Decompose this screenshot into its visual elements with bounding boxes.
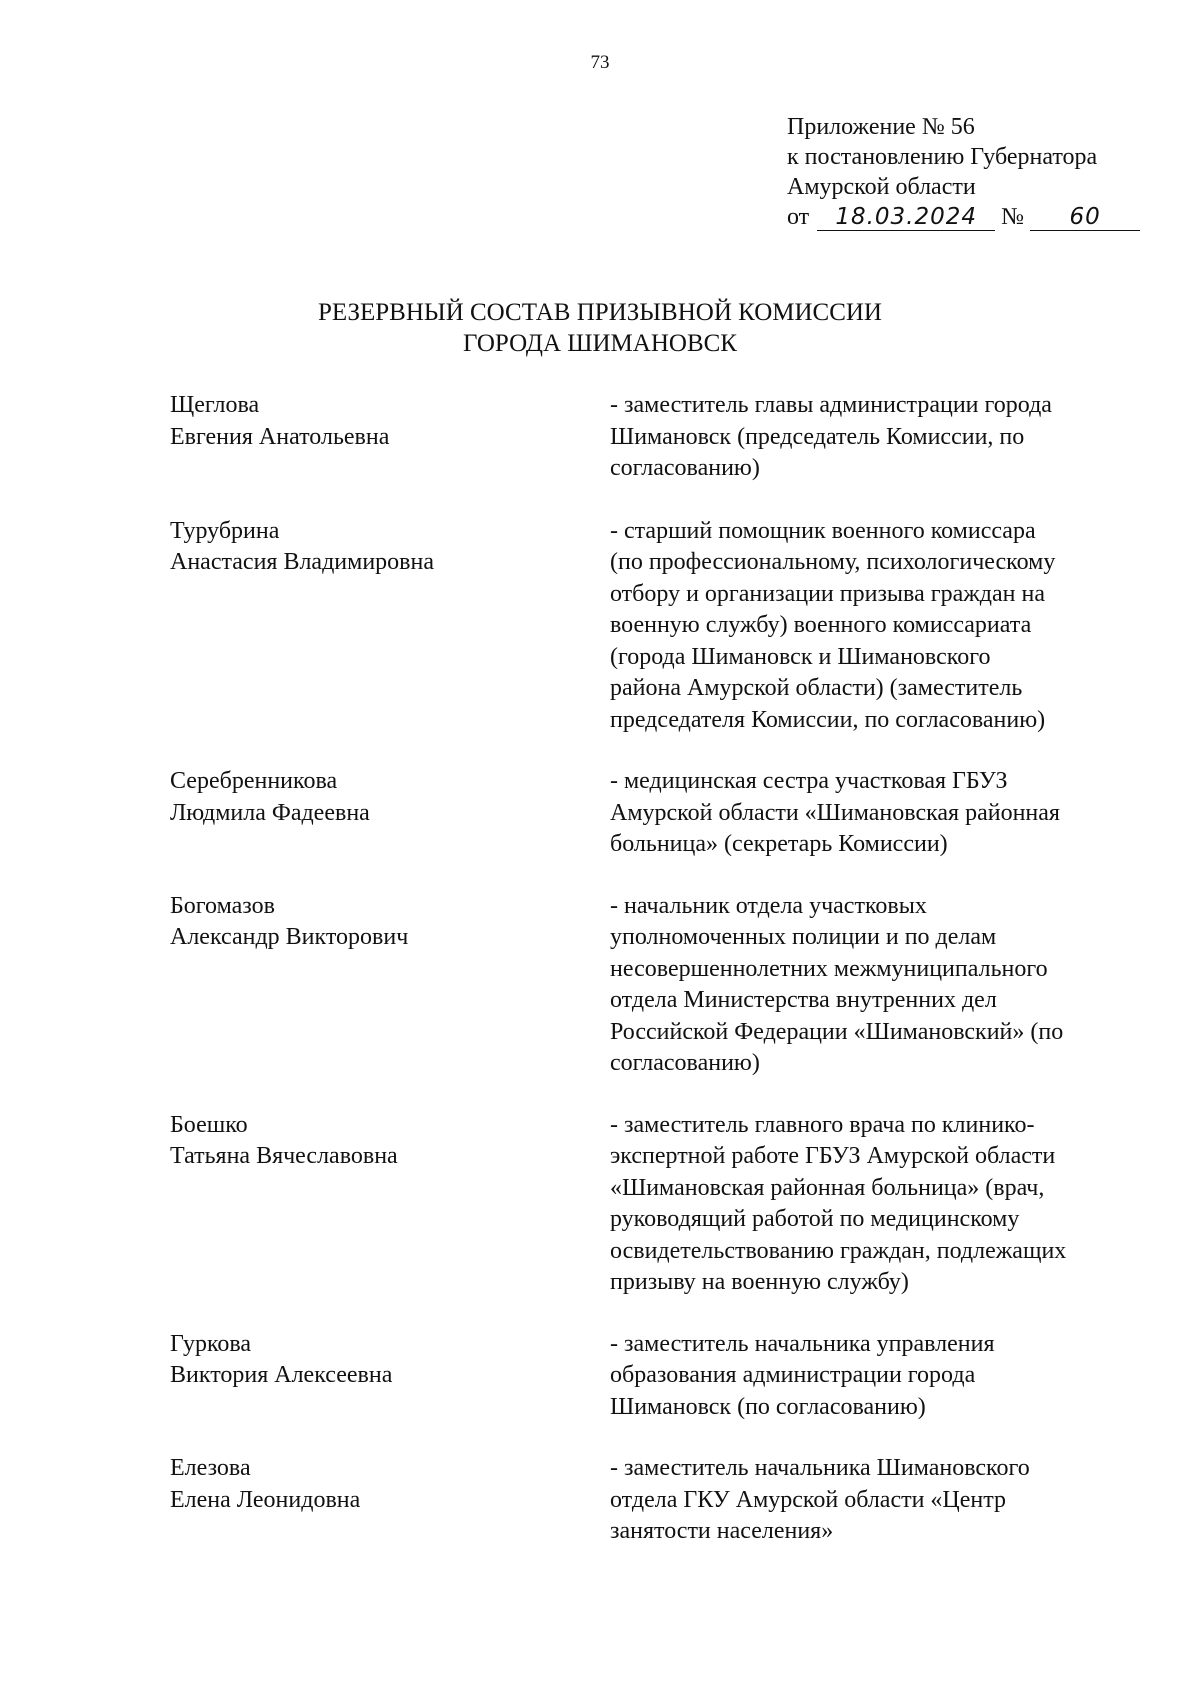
member-role-line: экспертной работе ГБУЗ Амурской области (610, 1143, 1056, 1169)
appendix-decree-ref: к постановлению Губернатора (787, 144, 1098, 170)
handwritten-date: 18.03.2024 (817, 204, 995, 231)
member-role (610, 516, 1150, 737)
member-role-line: председателя Комиссии, по согласованию) (610, 706, 1046, 733)
member-name (170, 390, 610, 485)
member-role-line: Шимановск (по согласованию) (610, 1393, 926, 1420)
member-given-names: Александр Викторович (170, 924, 409, 950)
member-entry (170, 1110, 1170, 1299)
member-surname: Боешко (170, 1111, 248, 1138)
member-role-line: (по профессиональному, психологическому (610, 549, 1056, 575)
member-role-line: Амурской области «Шимановская районная (610, 799, 1060, 826)
member-role-line: освидетельствованию граждан, подлежащих (610, 1237, 1067, 1264)
member-role (610, 891, 1150, 1080)
date-prefix: от (787, 204, 810, 230)
member-entry (170, 1453, 1170, 1548)
member-role (610, 1453, 1150, 1548)
member-name (170, 1329, 610, 1424)
member-role-line: - старший помощник военного комиссара (610, 517, 1036, 544)
member-role-line: занятости населения» (610, 1518, 834, 1544)
member-entry (170, 1329, 1170, 1424)
member-role-line: отдела Министерства внутренних дел (610, 987, 997, 1013)
member-role-line: руководящий работой по медицинскому (610, 1206, 1020, 1232)
member-name (170, 516, 610, 737)
member-given-names: Евгения Анатольевна (170, 423, 390, 450)
member-role (610, 1110, 1150, 1299)
member-given-names: Анастасия Владимировна (170, 549, 434, 575)
member-role-line: района Амурской области) (заместитель (610, 675, 1023, 701)
page-number: 73 (590, 52, 610, 73)
member-surname: Гуркова (170, 1330, 252, 1357)
appendix-header (787, 112, 1187, 232)
member-name (170, 1110, 610, 1299)
member-role-line: - заместитель начальника Шимановского (610, 1455, 1030, 1481)
appendix-date-line (787, 202, 1187, 232)
member-name (170, 891, 610, 1080)
member-role-line: - медицинская сестра участковая ГБУЗ (610, 768, 1008, 794)
member-role-line: Российской Федерации «Шимановский» (по (610, 1018, 1064, 1045)
member-role-line: - заместитель главы администрации города (610, 392, 1052, 418)
member-role-line: призыву на военную службу) (610, 1269, 909, 1295)
member-role-line: отдела ГКУ Амурской области «Центр (610, 1486, 1007, 1513)
title-line-2: ГОРОДА ШИМАНОВСК (463, 330, 737, 357)
appendix-title: Приложение № 56 (787, 114, 975, 140)
members-list (170, 390, 1170, 1548)
member-role-line: «Шимановская районная больница» (врач, (610, 1174, 1045, 1201)
member-role (610, 390, 1150, 485)
document-title (0, 297, 1200, 359)
member-role-line: согласованию) (610, 455, 760, 481)
member-role-line: Шимановск (председатель Комиссии, по (610, 423, 1025, 450)
member-surname: Серебренникова (170, 768, 338, 794)
number-prefix: № (1001, 204, 1025, 230)
member-surname: Турубрина (170, 517, 280, 544)
handwritten-number: 60 (1030, 204, 1140, 231)
member-role-line: - заместитель начальника управления (610, 1330, 995, 1357)
member-surname: Щеглова (170, 392, 260, 418)
member-name (170, 1453, 610, 1548)
member-role (610, 1329, 1150, 1424)
member-role-line: (города Шимановск и Шимановского (610, 643, 991, 670)
member-given-names: Виктория Алексеевна (170, 1362, 393, 1388)
member-surname: Богомазов (170, 892, 275, 919)
member-entry (170, 891, 1170, 1080)
member-entry (170, 766, 1170, 861)
member-role-line: согласованию) (610, 1050, 760, 1076)
member-given-names: Людмила Фадеевна (170, 799, 370, 826)
member-given-names: Елена Леонидовна (170, 1486, 361, 1513)
member-role-line: - начальник отдела участковых (610, 892, 927, 919)
member-role-line: больница» (секретарь Комиссии) (610, 831, 948, 857)
member-given-names: Татьяна Вячеславовна (170, 1143, 398, 1169)
title-line-1: РЕЗЕРВНЫЙ СОСТАВ ПРИЗЫВНОЙ КОМИССИИ (317, 299, 882, 326)
member-role-line: образования администрации города (610, 1362, 976, 1388)
member-role-line: отбору и организации призыва граждан на (610, 580, 1045, 607)
member-role (610, 766, 1150, 861)
member-entry (170, 390, 1170, 485)
appendix-region: Амурской области (787, 174, 976, 200)
member-surname: Елезова (170, 1455, 251, 1481)
member-role-line: несовершеннолетних межмуниципального (610, 955, 1048, 982)
member-entry (170, 516, 1170, 737)
member-role-line: - заместитель главного врача по клинико- (610, 1111, 1035, 1138)
member-role-line: военную службу) военного комиссариата (610, 612, 1032, 638)
member-name (170, 766, 610, 861)
member-role-line: уполномоченных полиции и по делам (610, 924, 997, 950)
